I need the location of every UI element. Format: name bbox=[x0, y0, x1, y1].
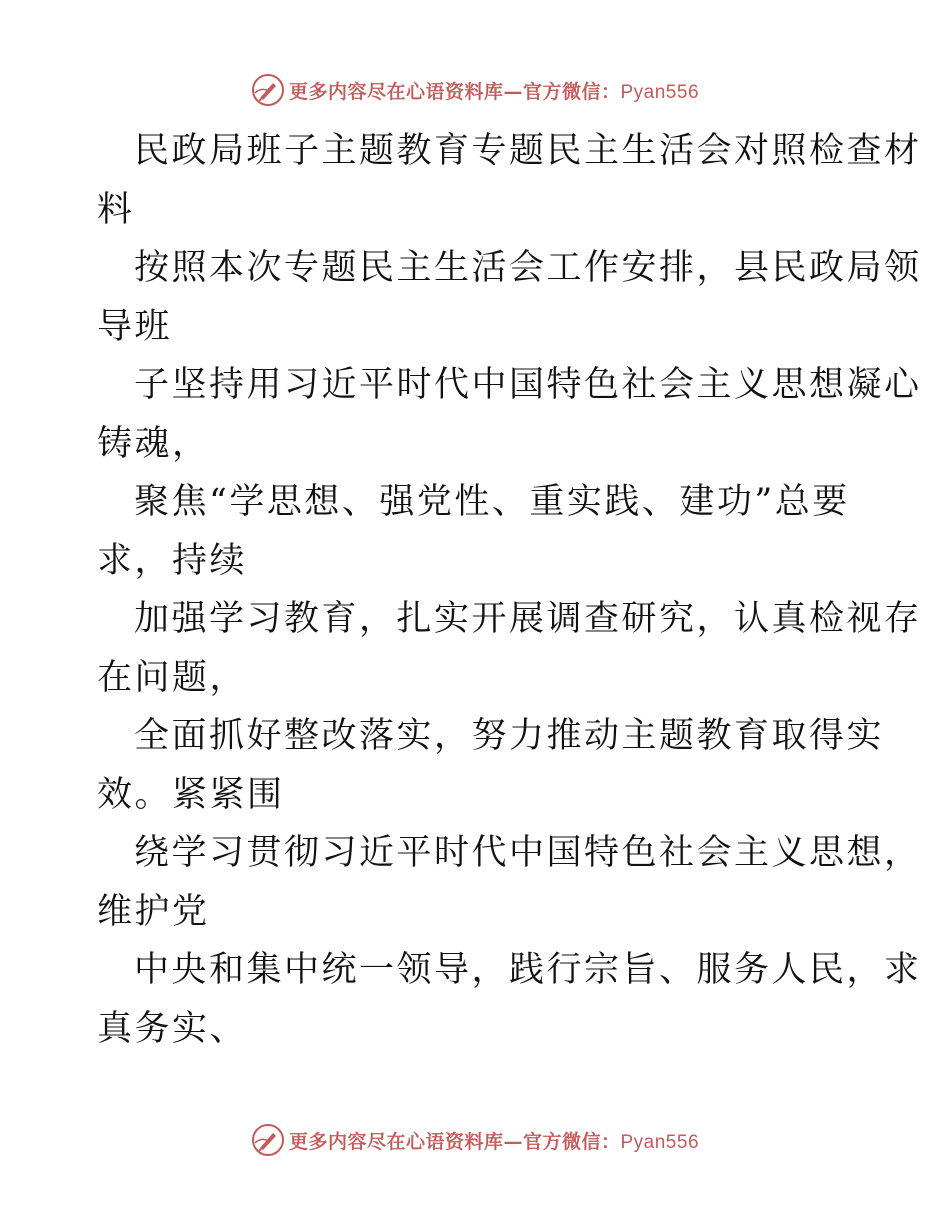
paragraph bbox=[97, 122, 922, 239]
paragraph-line: 按照本次专题民主生活会工作安排，县民政局领 bbox=[134, 248, 922, 288]
paragraph-line: 民政局班子主题教育专题民主生活会对照检查材 bbox=[134, 131, 922, 171]
watermark-wechat-id: Pyan556 bbox=[620, 1131, 700, 1153]
paragraph-line: 真务实、 bbox=[97, 1008, 248, 1049]
paragraph-line: 子坚持用习近平时代中国特色社会主义思想凝心 bbox=[134, 365, 922, 405]
paragraph-line: 导班 bbox=[97, 306, 173, 347]
paragraph-line: 维护党 bbox=[97, 891, 210, 932]
document-body bbox=[97, 122, 922, 1058]
paragraph-line: 加强学习教育，扎实开展调查研究，认真检视存 bbox=[134, 599, 922, 639]
paragraph bbox=[97, 941, 922, 1058]
paragraph-line: 效。紧紧围 bbox=[97, 774, 285, 815]
paragraph-line: 中央和集中统一领导，践行宗旨、服务人民，求 bbox=[134, 950, 922, 990]
watermark-text bbox=[289, 77, 699, 104]
paragraph bbox=[97, 239, 922, 356]
watermark-text bbox=[289, 1127, 699, 1154]
paragraph-line: 铸魂， bbox=[97, 423, 210, 464]
pen-logo-icon bbox=[251, 73, 285, 107]
paragraph bbox=[97, 824, 922, 941]
watermark-text-cn: 更多内容尽在心语资料库—官方微信： bbox=[288, 80, 621, 103]
paragraph bbox=[97, 590, 922, 707]
paragraph-line: 聚焦“学思想、强党性、重实践、建功”总要 bbox=[134, 482, 850, 522]
paragraph-line: 求，持续 bbox=[97, 540, 248, 581]
paragraph-line: 在问题， bbox=[97, 657, 248, 698]
paragraph bbox=[97, 473, 857, 590]
footer-watermark bbox=[0, 1120, 950, 1160]
watermark-wechat-id: Pyan556 bbox=[620, 81, 700, 103]
paragraph bbox=[97, 707, 885, 824]
header-watermark bbox=[0, 70, 950, 110]
paragraph-line: 绕学习贯彻习近平时代中国特色社会主义思想， bbox=[134, 833, 922, 873]
watermark-text-cn: 更多内容尽在心语资料库—官方微信： bbox=[288, 1130, 621, 1153]
pen-logo-icon bbox=[251, 1123, 285, 1157]
paragraph bbox=[97, 356, 922, 473]
paragraph-line: 料 bbox=[97, 189, 135, 230]
paragraph-line: 全面抓好整改落实，努力推动主题教育取得实 bbox=[134, 716, 885, 756]
